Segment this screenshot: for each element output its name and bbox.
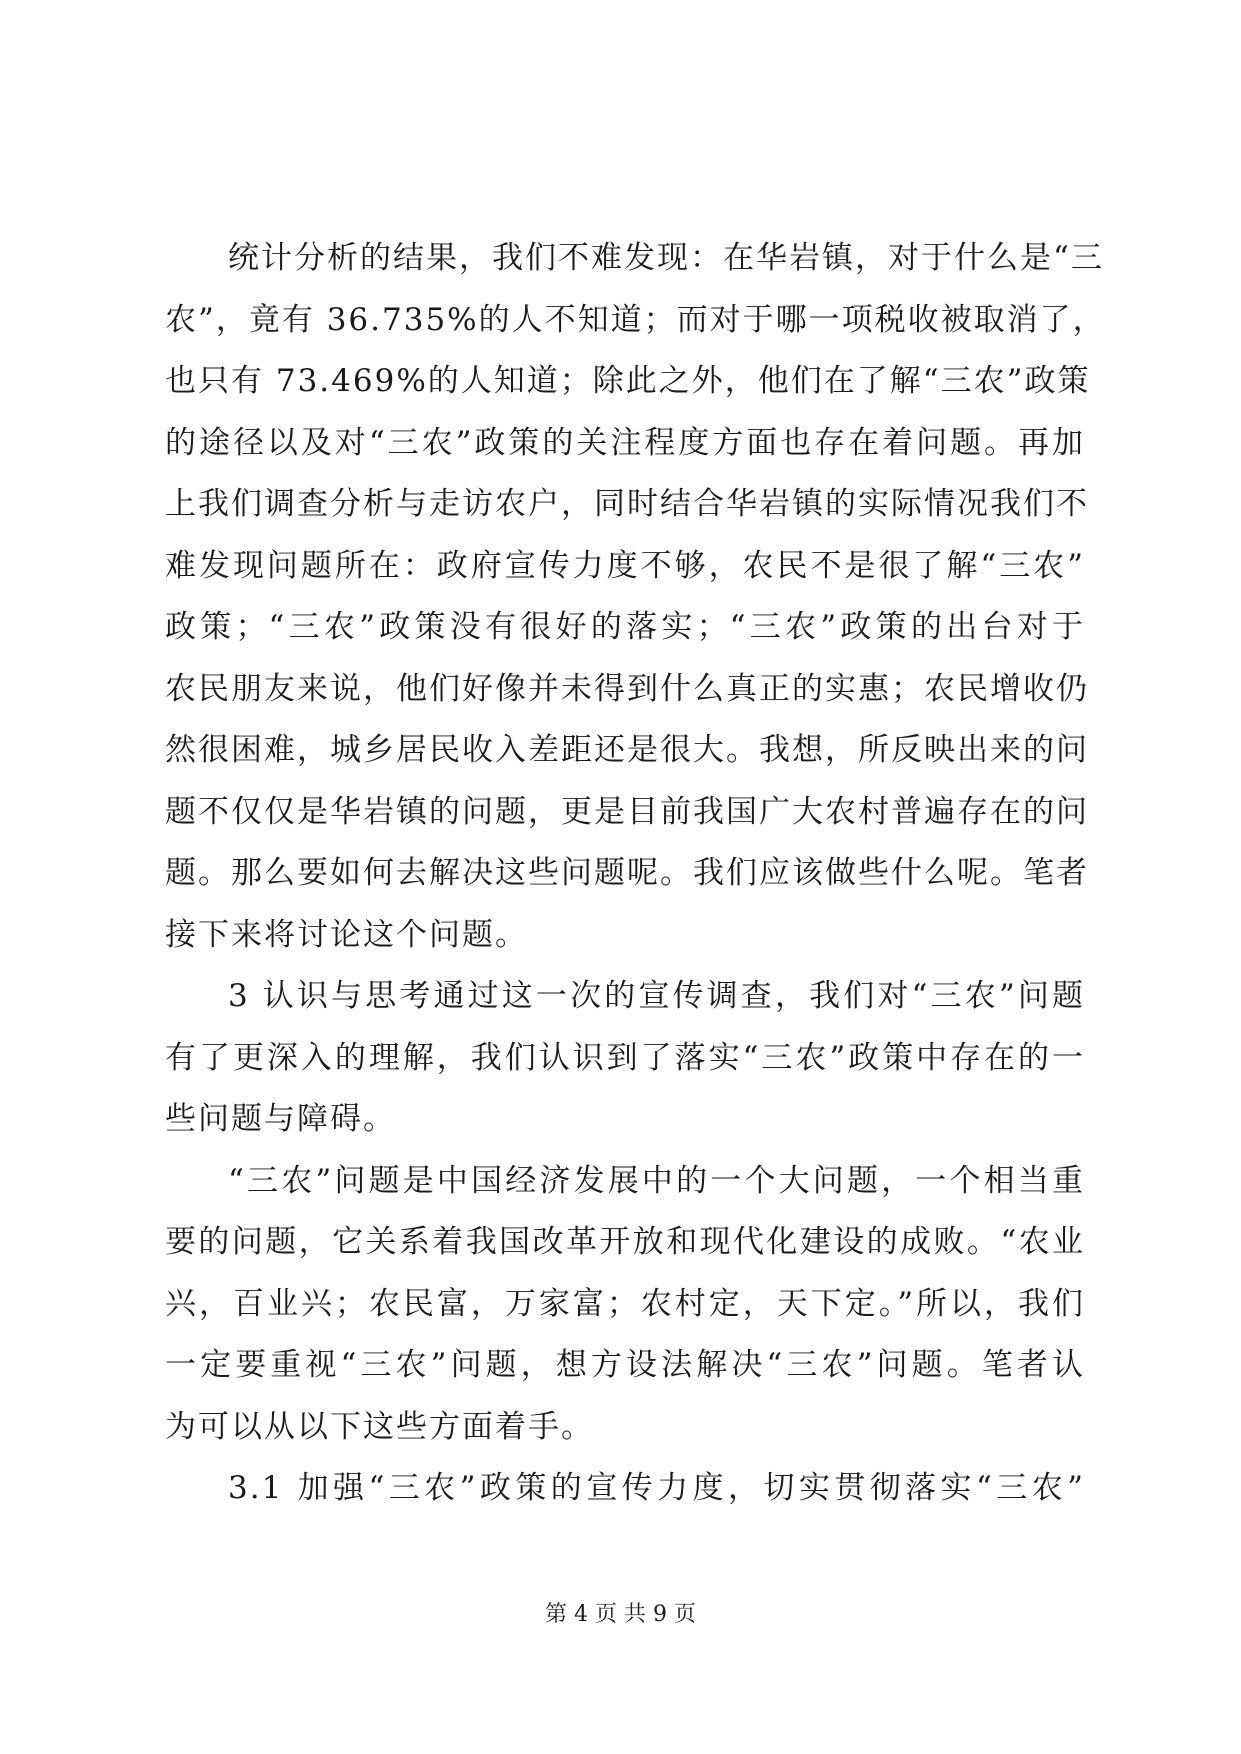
paragraph-sannong-importance	[165, 1151, 1085, 1459]
paragraph-statistics	[165, 228, 1106, 966]
text-line: 农民朋友来说，他们好像并未得到什么真正的实惠；农民增收仍	[165, 670, 1089, 707]
text-line: 3.1 加强“三农”政策的宣传力度，切实贯彻落实“三农”	[228, 1470, 1085, 1506]
text-line: 兴，百业兴；农民富，万家富；农村定，天下定。”所以，我们	[165, 1285, 1085, 1322]
text-line: 难发现问题所在：政府宣传力度不够，农民不是很了解“三农”	[165, 547, 1085, 584]
text-line: “三农”问题是中国经济发展中的一个大问题，一个相当重	[228, 1162, 1085, 1199]
text-line: 政策；“三农”政策没有很好的落实；“三农”政策的出台对于	[165, 609, 1085, 645]
text-line: 也只有 73.469%的人知道；除此之外，他们在了解“三农”政策	[165, 363, 1091, 399]
text-line: 有了更深入的理解，我们认识到了落实“三农”政策中存在的一	[165, 1039, 1085, 1076]
paragraph-section-3-1	[165, 1458, 1085, 1520]
text-line: 些问题与障碍。	[165, 1101, 396, 1137]
text-line: 题不仅仅是华岩镇的问题，更是目前我国广大农村普遍存在的问	[165, 793, 1089, 830]
text-line: 为可以从以下这些方面着手。	[165, 1408, 594, 1445]
text-line: 上我们调查分析与走访农户，同时结合华岩镇的实际情况我们不	[165, 486, 1089, 522]
text-line: 的途径以及对“三农”政策的关注程度方面也存在着问题。再加	[165, 424, 1085, 461]
text-line: 一定要重视“三农”问题，想方设法解决“三农”问题。笔者认	[165, 1347, 1085, 1383]
text-line: 然很困难，城乡居民收入差距还是很大。我想，所反映出来的问	[165, 732, 1089, 768]
page-number-footer: 第 4 页 共 9 页	[545, 1602, 696, 1627]
text-line: 题。那么要如何去解决这些问题呢。我们应该做些什么呢。笔者	[165, 855, 1089, 891]
document-body	[165, 228, 1106, 1520]
text-line: 农”，竟有 36.735%的人不知道；而对于哪一项税收被取消了，	[165, 301, 1106, 338]
text-line: 统计分析的结果，我们不难发现：在华岩镇，对于什么是“三	[228, 240, 1104, 276]
text-line: 要的问题，它关系着我国改革开放和现代化建设的成败。“农业	[165, 1224, 1085, 1260]
paragraph-section-3	[165, 966, 1085, 1151]
text-line: 3 认识与思考通过这一次的宣传调查，我们对“三农”问题	[228, 978, 1085, 1014]
text-line: 接下来将讨论这个问题。	[165, 916, 528, 953]
